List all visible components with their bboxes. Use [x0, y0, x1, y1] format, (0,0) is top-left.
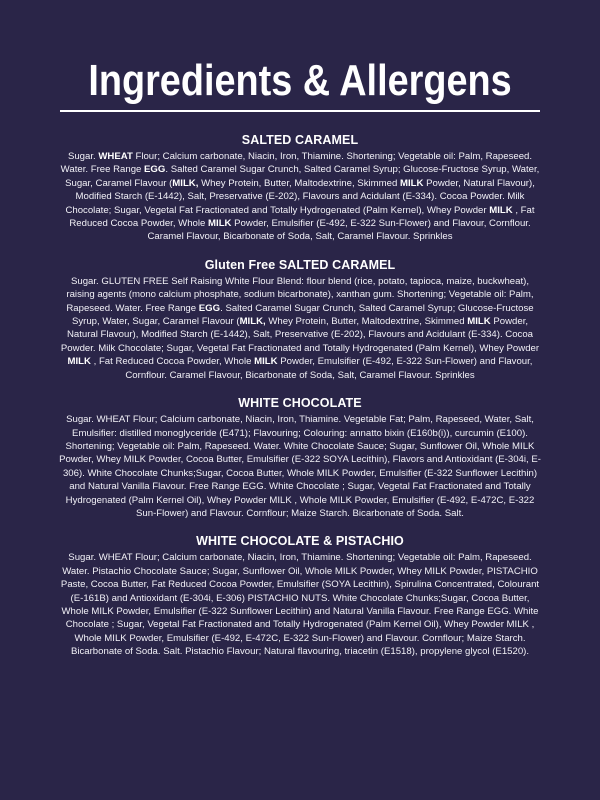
ingredient-text: Sugar. GLUTEN FREE Self Raising White Flour Blend: flour blend (rice, potato, tapioca, maize, buckwheat), raising agents (mono calcium phosphate, sodium bicarbonate), xanthan gum. Shortening; Vegetable oil: Palm, Rapeseed. Water. Free Range EGG. Salted Caramel Sugar Crunch, Salted Caramel Syrup; Glucose-Fructose Syrup, Water, Sugar, Caramel Flavour (MILK, Whey Protein, Butter, Maltodextrine, Skimmed MILK Powder, Natural Flavour), Modified Starch (E-1442), Salt, Preservative (E-202), Flavours and Acidulant (E-334). Cocoa Powder. Milk Chocolate; Sugar, Vegetal Fat Fractionated and Totally Hydrogenated (Palm Kernel), Whey Powder MILK , Fat Reduced Cocoa Powder, Whole MILK Powder, Emulsifier (E-492, E-322 Sun-Flower) and Flavour, Cornflour. Caramel Flavour, Bicarbonate of Soda, Salt, Caramel Flavour. Sprinkles [60, 275, 540, 381]
allergen-emphasis: MILK [489, 204, 513, 216]
ingredient-text: Sugar. WHEAT Flour; Calcium carbonate, Niacin, Iron, Thiamine. Shortening; Vegetable oil: Palm, Rapeseed. Water. Free Range EGG. Salted Caramel Sugar Crunch, Salted Caramel Syrup; Glucose-Fructose Syrup, Water, Sugar, Caramel Flavour (MILK, Whey Protein, Butter, Maltodextrine, Skimmed MILK Powder, Natural Flavour), Modified Starch (E-1442), Salt, Preservative (E-202), Flavours and Acidulant (E-334). Cocoa Powder. Milk Chocolate; Sugar, Vegetal Fat Fractionated and Totally Hydrogenated (Palm Kernel), Whey Powder MILK , Fat Reduced Cocoa Powder, Whole MILK Powder, Emulsifier (E-492, E-322 Sun-Flower) and Flavour, Cornflour. Caramel Flavour, Bicarbonate of Soda, Salt, Caramel Flavour. Sprinkles [60, 151, 540, 243]
section-heading: WHITE CHOCOLATE & PISTACHIO [196, 534, 404, 549]
ingredient-text: Sugar. WHEAT Flour; Calcium carbonate, Niacin, Iron, Thiamine. Shortening; Vegetable oil: Palm, Rapeseed. Water. Pistachio Chocolate Sauce; Sugar, Sunflower Oil, Whole MILK Powder, Whey MILK Powder, PISTACHIO Paste, Cocoa Butter, Fat Reduced Cocoa Powder, Emulsifier (SOYA Lecithin), Spirulina Concentrated, Colourant (E-161B) and Antioxidant (E-304i, E-306) PISTACHIO NUTS. White Chocolate Chunks;Sugar, Cocoa Butter, Whole MILK Powder, Emulsifier (E-322 Sunflower Lecithin) and Natural Vanilla Flavour. Free Range EGG. White Chocolate ; Sugar, Vegetal Fat Fractionated and Totally Hydrogenated (Palm Kernel Oil), Whey Powder MILK , Whole MILK Powder, Emulsifier (E-492, E-472C, E-322 Sun-Flower) and Flavour. Cornflour; Maize Starch. Bicarbonate of Soda. Salt. Pistachio Flavour; Natural flavouring, triacetin (E1518), propylene glycol (E1520). [60, 552, 540, 658]
section-gluten-free-salted-caramel [56, 257, 544, 382]
page-title: Ingredients & Allergens [88, 56, 512, 105]
ingredient-text: Sugar. WHEAT Flour; Calcium carbonate, Niacin, Iron, Thiamine. Vegetable Fat; Palm, Rapeseed, Water, Salt, Emulsifier: distilled monoglyceride (E471); Flavouring; Colouring: annatto bixin (E160b(i)), curcumin (E100). Shortening; Vegetable oil: Palm, Rapeseed. Water. White Chocolate Sauce; Sugar, Sunflower Oil, Whole MILK Powder, Whey MILK Powder, Cocoa Butter, Emulsifier (E-322 SOYA Lecithin), Flavors and Antioxidant (E-304i, E-306). White Chocolate Chunks;Sugar, Cocoa Butter, Whole MILK Powder, Emulsifier (E-322 Sunflower Lecithin) and Natural Vanilla Flavour. Free Range EGG. White Chocolate ; Sugar, Vegetal Fat Fractionated and Totally Hydrogenated (Palm Kernel Oil), Whey Powder MILK , Whole MILK Powder, Emulsifier (E-492, E-472C, E-322 Sun-Flower) and Flavour. Cornflour; Maize Starch. Bicarbonate of Soda. Salt. [59, 414, 541, 519]
allergen-emphasis: MILK, [239, 316, 266, 328]
allergen-emphasis: MILK [399, 177, 424, 189]
title-underline [60, 110, 540, 112]
allergen-emphasis: EGG [198, 302, 221, 314]
allergen-emphasis: WHEAT [98, 151, 133, 162]
section-heading: Gluten Free SALTED CARAMEL [204, 257, 396, 272]
section-salted-caramel [56, 132, 544, 244]
sections-container [56, 132, 544, 672]
section-heading: SALTED CARAMEL [241, 133, 359, 147]
allergen-emphasis: MILK [254, 356, 278, 368]
section-white-chocolate [56, 395, 544, 520]
section-heading: WHITE CHOCOLATE [238, 396, 362, 411]
allergen-emphasis: MILK, [172, 177, 199, 189]
allergen-emphasis: EGG [144, 164, 166, 176]
allergen-emphasis: MILK [467, 316, 491, 328]
allergen-emphasis: MILK [208, 218, 232, 230]
allergen-emphasis: MILK [67, 356, 91, 368]
section-white-chocolate-pistachio [56, 533, 544, 658]
